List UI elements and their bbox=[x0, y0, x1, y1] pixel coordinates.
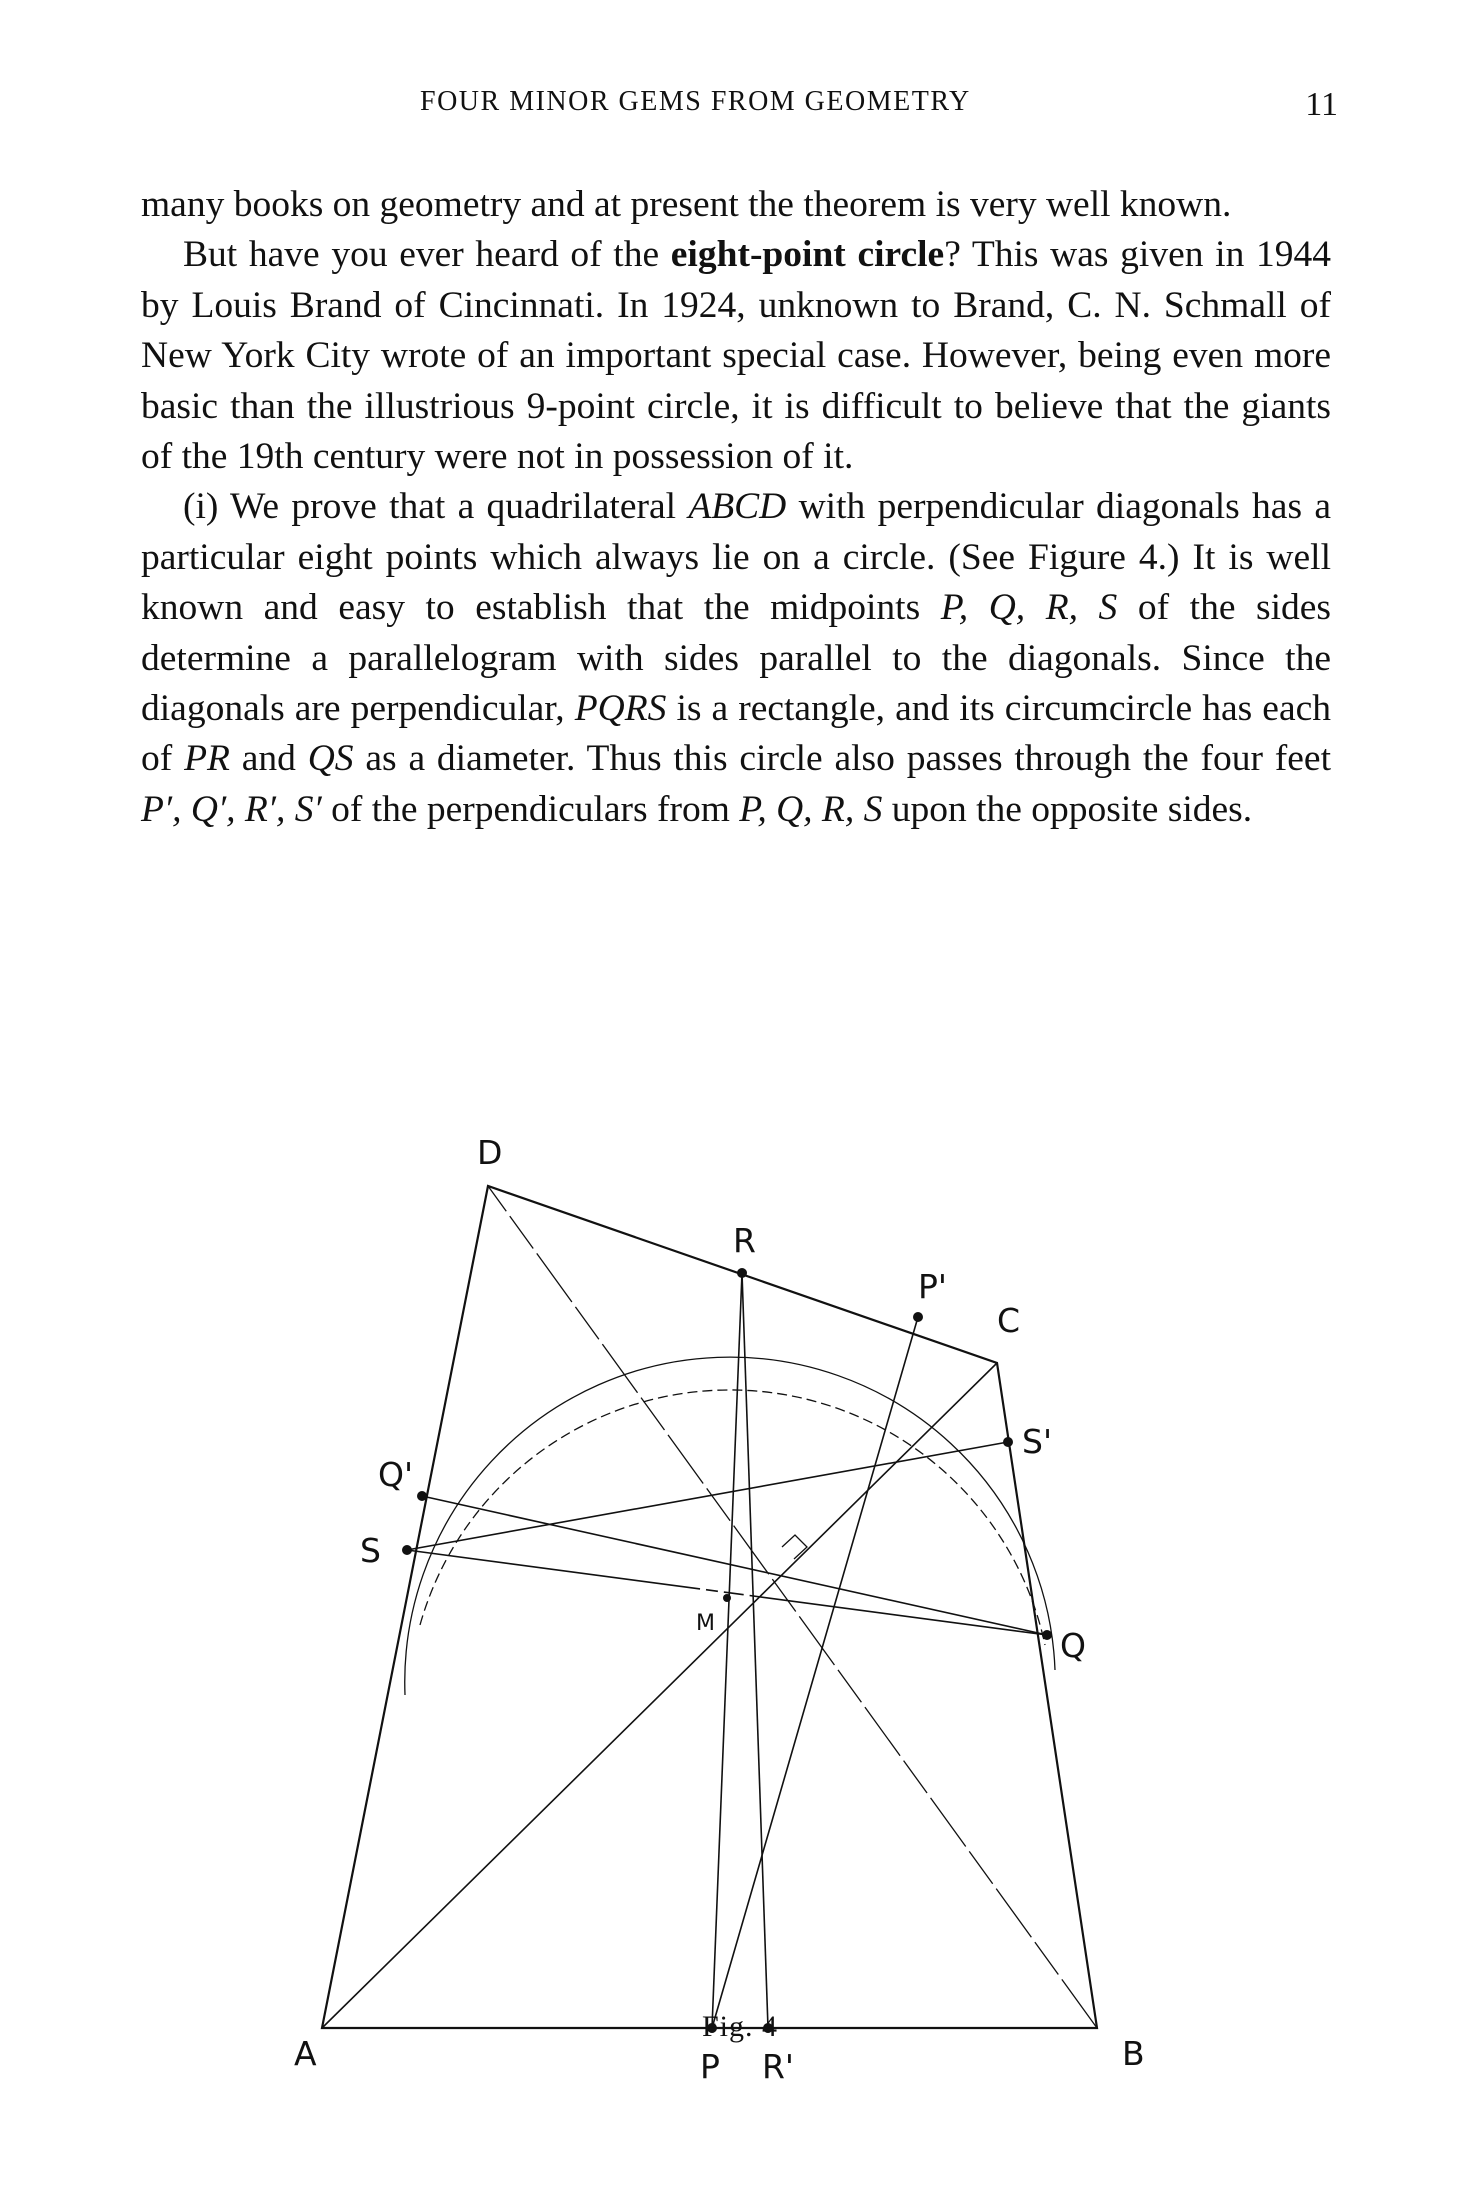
label-a: A bbox=[294, 2034, 317, 2073]
label-q-prime: Q' bbox=[378, 1455, 414, 1494]
label-p: P bbox=[700, 2047, 720, 2086]
body-text bbox=[141, 180, 1331, 835]
label-q: Q bbox=[1060, 1626, 1086, 1665]
running-head: FOUR MINOR GEMS FROM GEOMETRY bbox=[420, 86, 971, 117]
point-m bbox=[723, 1594, 731, 1602]
paragraph-3: (i) We prove that a quadrilateral ABCD with perpendicular diagonals has a particular eight points which always lie on a circle. (See Figure 4.) It is well known and easy to establish that the midpoints P, Q, R, S of the sides determine a parallelogram with sides parallel to the diagonals. Since the diagonals are perpendicular, PQRS is a rectangle, and its circumcircle has each of PR and QS as a diameter. Thus this circle also passes through the four feet P′, Q′, R′, S′ of the perpendiculars from P, Q, R, S upon the opposite sides. bbox=[141, 486, 1332, 830]
segment-qs bbox=[407, 1550, 1047, 1635]
perpendicular-q-q-prime bbox=[422, 1496, 1047, 1635]
point-s-prime bbox=[1003, 1437, 1013, 1447]
perpendicular-p-p-prime bbox=[712, 1317, 918, 2028]
page-number: 11 bbox=[1305, 86, 1338, 123]
term-eight-point-circle: eight-point circle bbox=[670, 234, 945, 276]
right-angle-marker bbox=[782, 1535, 807, 1559]
label-r-prime: R' bbox=[762, 2047, 795, 2086]
segment-pr bbox=[712, 1273, 742, 2028]
perpendicular-r-r-prime bbox=[742, 1273, 768, 2028]
paragraph-2: But have you ever heard of the eight-point circle? This was given in 1944 by Louis Brand of Cincinnati. In 1924, unknown to Brand, C. N. Schmall of New York City wrote of an important special case. However, being even more basic than the illustrious 9-point circle, it is difficult to believe that the giants of the 19th century were not in possession of it. bbox=[141, 234, 1331, 478]
label-d: D bbox=[477, 1133, 503, 1172]
label-r: R bbox=[733, 1221, 756, 1260]
page-header bbox=[0, 86, 1480, 136]
figure-4 bbox=[0, 1120, 1480, 2086]
eight-point-circle bbox=[405, 1357, 1055, 1695]
label-s-prime: S' bbox=[1022, 1422, 1053, 1461]
label-s: S bbox=[360, 1531, 381, 1570]
label-b: B bbox=[1122, 2034, 1145, 2073]
label-p-prime: P' bbox=[918, 1267, 947, 1306]
point-r bbox=[737, 1268, 747, 1278]
quadrilateral-abcd bbox=[322, 1186, 1097, 2028]
point-s bbox=[402, 1545, 412, 1555]
paragraph-1: many books on geometry and at present the theorem is very well known. bbox=[141, 184, 1232, 225]
figure-caption: Fig. 4 bbox=[701, 2010, 779, 2043]
label-m: M bbox=[696, 1611, 715, 1636]
point-p-prime bbox=[913, 1312, 923, 1322]
perpendicular-s-s-prime bbox=[407, 1442, 1008, 1550]
point-q-prime bbox=[417, 1491, 427, 1501]
label-c: C bbox=[997, 1301, 1021, 1340]
point-q bbox=[1042, 1630, 1052, 1640]
